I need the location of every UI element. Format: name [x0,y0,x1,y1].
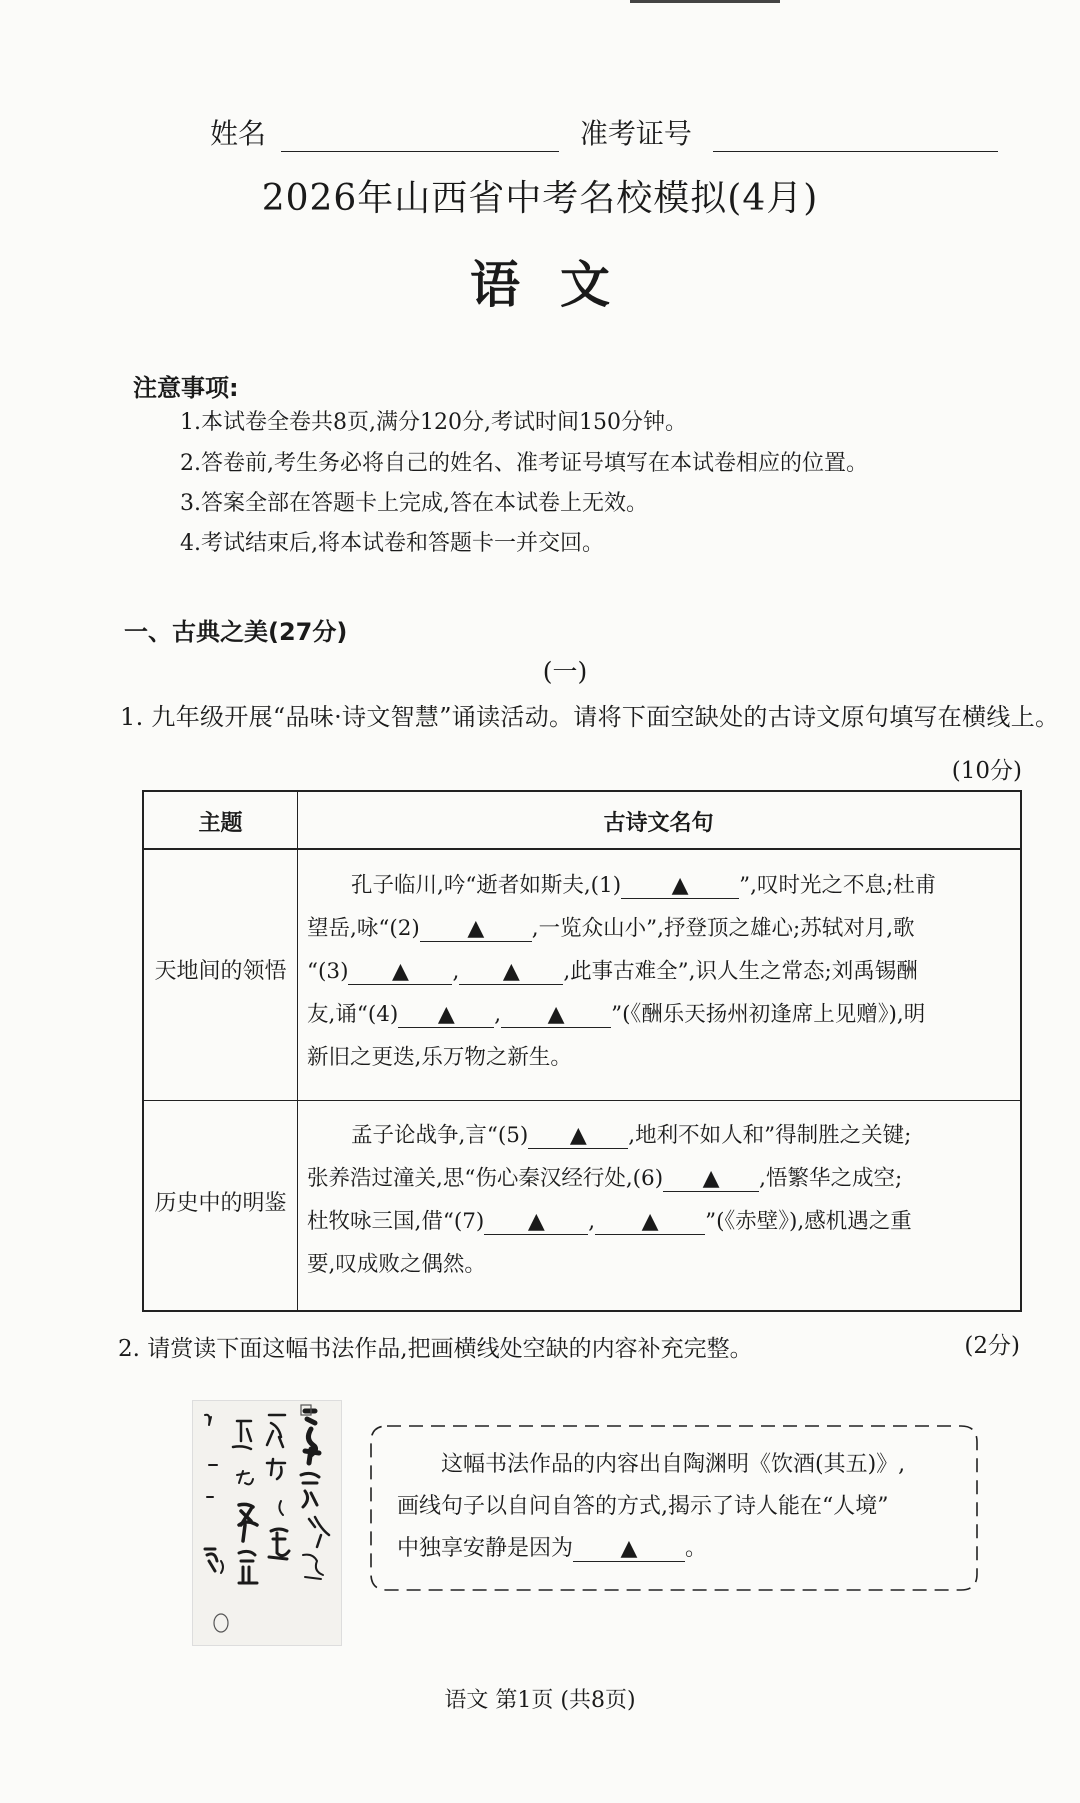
blank-number: (7) [453,1209,485,1234]
callout-line-3 [397,1528,957,1570]
notice-item: 2.答卷前,考生务必将自己的姓名、准考证号填写在本试卷相应的位置。 [180,451,868,476]
triangle-icon: ▲ [392,959,409,984]
text-span: ,地利不如人和”得制胜之关键; [628,1123,912,1148]
scan-artifact-line [630,0,780,3]
answer-blank-q2[interactable] [573,1537,685,1562]
blank-number: (1) [590,873,622,898]
answer-blank-4a[interactable] [398,1003,494,1028]
poem-table [142,790,1022,1312]
triangle-icon: ▲ [671,873,689,898]
calligraphy-image [192,1400,342,1646]
text-span: 。 [685,1536,708,1561]
triangle-icon: ▲ [502,959,520,984]
subject-title: 语文 [470,255,650,314]
text-span: , [588,1209,596,1234]
callout-line-2: 画线句子以自问自答的方式,揭示了诗人能在“人境” [397,1494,889,1519]
question-2-stem: 2. 请赏读下面这幅书法作品,把画横线处空缺的内容补充完整。 [118,1336,753,1362]
triangle-icon: ▲ [547,1002,565,1027]
triangle-icon: ▲ [641,1209,659,1234]
text-span: ,悟繁华之成空; [759,1166,903,1191]
table-header-row [144,792,1020,850]
header-content: 古诗文名句 [603,811,714,836]
answer-callout-box [365,1420,983,1596]
text-span: ,此事古难全”,识人生之常态;刘禹锡酬 [563,959,918,984]
text-span: 杜牧咏三国,借“ [307,1209,454,1234]
text-span: 望岳,咏“ [307,916,390,941]
page-footer: 语文 第1页 (共8页) [444,1688,636,1713]
name-field-line[interactable] [281,125,559,152]
text-span: 要,叹成败之偶然。 [307,1252,486,1277]
exam-id-label: 准考证号 [579,117,692,150]
text-span: 张养浩过潼关,思“伤心秦汉经行处, [307,1166,633,1191]
text-span: “ [307,959,318,984]
candidate-info-row [210,112,998,152]
column-divider [297,792,298,1310]
callout-text [397,1444,957,1570]
exam-title: 2026年山西省中考名校模拟(4月) [261,178,819,219]
text-span: 孔子临川,吟“逝者如斯夫, [351,873,591,898]
answer-blank-4b[interactable] [501,1003,611,1028]
blank-number: (6) [632,1166,664,1191]
row-nature-content [307,864,1010,1079]
question-1-score: (10分) [951,758,1022,784]
text-span: 新旧之更迭,乐万物之新生。 [307,1045,572,1070]
answer-blank-2[interactable] [420,917,532,942]
blank-number: (4) [367,1002,399,1027]
notice-title: 注意事项: [133,374,239,402]
callout-line-1: 这幅书法作品的内容出自陶渊明《饮酒(其五)》, [441,1452,906,1477]
blank-number: (3) [318,959,349,984]
row-divider [144,1100,1020,1101]
name-label: 姓名 [210,117,267,150]
theme-history: 历史中的明鉴 [154,1191,287,1216]
blank-number: (2) [389,916,420,941]
answer-blank-5[interactable] [528,1124,628,1149]
text-span: , [494,1002,502,1027]
triangle-icon: ▲ [467,916,485,941]
answer-blank-7a[interactable] [484,1210,588,1235]
answer-blank-6[interactable] [663,1167,759,1192]
exam-id-field-line[interactable] [713,125,998,152]
theme-nature: 天地间的领悟 [154,959,287,984]
notice-item: 3.答案全部在答题卡上完成,答在本试卷上无效。 [180,491,648,516]
text-span: ”,叹时光之不息;杜甫 [739,873,937,898]
triangle-icon: ▲ [527,1209,545,1234]
header-theme: 主题 [198,811,243,836]
triangle-icon: ▲ [620,1536,638,1561]
answer-blank-3a[interactable] [348,960,452,985]
notice-item: 1.本试卷全卷共8页,满分120分,考试时间150分钟。 [180,410,687,435]
blank-number: (5) [497,1123,529,1148]
row-history-content [307,1114,1010,1286]
calligraphy-strokes [193,1401,341,1645]
triangle-icon: ▲ [702,1166,720,1191]
answer-blank-7b[interactable] [595,1210,705,1235]
question-1-stem: 1. 九年级开展“品味·诗文智慧”诵读活动。请将下面空缺处的古诗文原句填写在横线上。 [120,703,1060,731]
question-2-score: (2分) [964,1333,1020,1359]
text-span: 中独享安静是因为 [397,1536,574,1561]
section-title: 一、古典之美(27分) [124,618,348,646]
answer-blank-3b[interactable] [459,960,563,985]
triangle-icon: ▲ [437,1002,455,1027]
notice-item: 4.考试结束后,将本试卷和答题卡一并交回。 [180,531,604,556]
part-title: (一) [542,657,588,686]
text-span: 友,诵“ [307,1002,368,1027]
text-span: ”(《赤壁》),感机遇之重 [705,1209,912,1234]
text-span: , [452,959,460,984]
answer-blank-1[interactable] [621,874,739,899]
triangle-icon: ▲ [569,1123,587,1148]
text-span: 孟子论战争,言“ [351,1123,498,1148]
text-span: ”(《酬乐天扬州初逢席上见赠》),明 [611,1002,926,1027]
text-span: ,一览众山小”,抒登顶之雄心;苏轼对月,歌 [531,916,915,941]
